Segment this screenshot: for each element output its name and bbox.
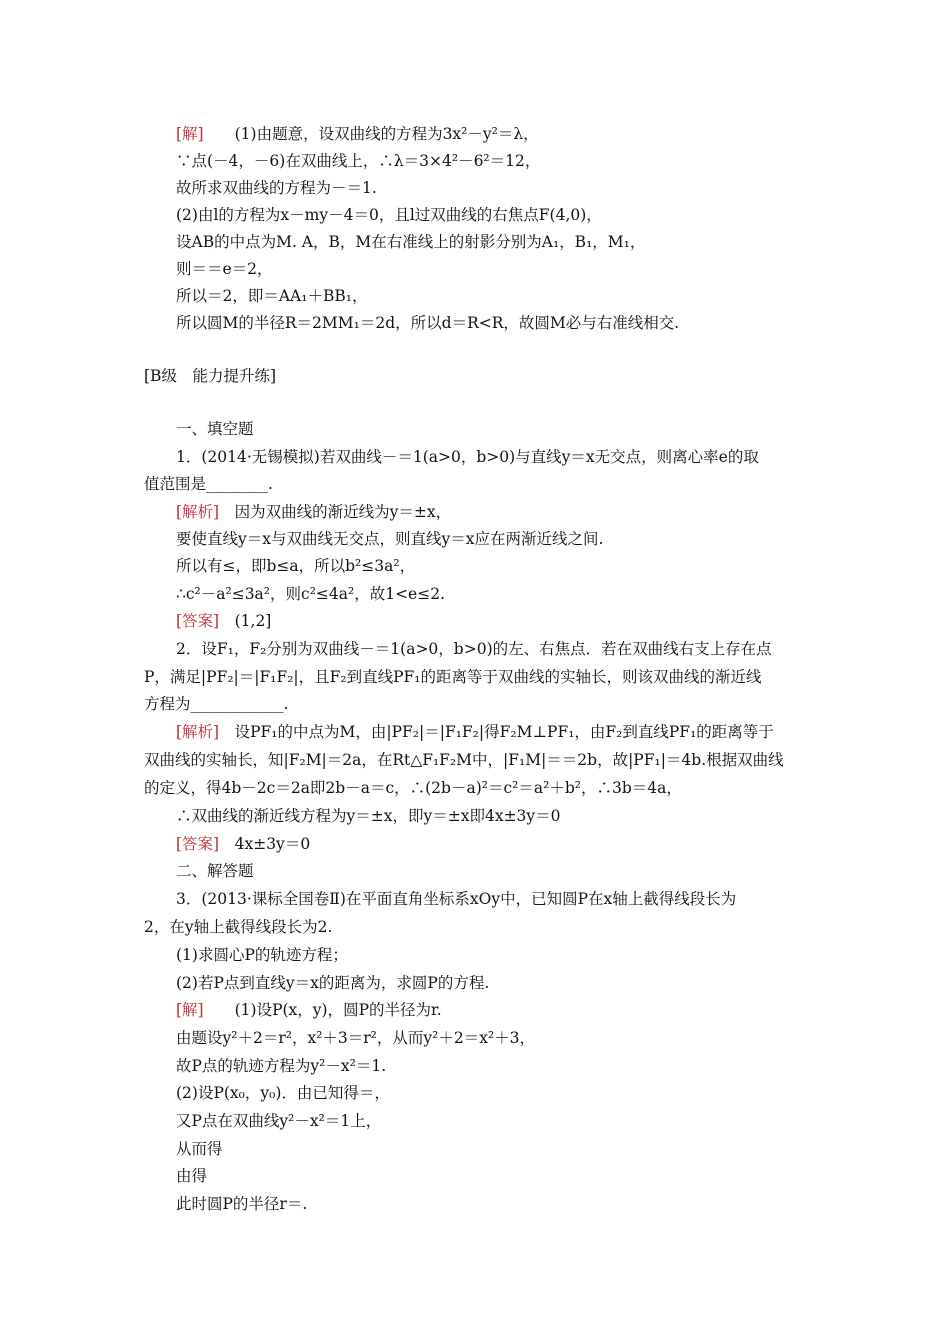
text-line: 值范围是________. <box>144 475 273 493</box>
text-line: [解析] 因为双曲线的渐近线为y＝±x， <box>176 503 452 521</box>
text-line: [解析] 设PF₁的中点为M，由|PF₂|＝|F₁F₂|得F₂M⊥PF₁，由F₂到直线PF₁的距离等于 <box>176 723 774 741</box>
text-line: 故所求双曲线的方程为－＝1. <box>176 179 377 197</box>
subsection-heading: 二、解答题 <box>176 862 254 880</box>
text-line: [答案] 4x±3y＝0 <box>176 835 311 853</box>
analysis-tag: [解析] <box>176 503 220 521</box>
text-line: (2)若P点到直线y＝x的距离为，求圆P的方程. <box>176 974 490 992</box>
text-line: 故P点的轨迹方程为y²－x²＝1. <box>176 1057 387 1075</box>
text-line: 由题设y²＋2＝r²，x²＋3＝r²，从而y²＋2＝x²＋3， <box>176 1029 536 1047</box>
section-heading: [B级 能力提升练] <box>144 367 276 385</box>
text-line: [答案] (1,2] <box>176 612 272 630</box>
text-line: (2)设P(x₀，y₀)．由已知得＝， <box>176 1084 390 1102</box>
subsection-heading: 一、填空题 <box>176 420 254 438</box>
text-line: 则＝＝e＝2， <box>176 260 273 278</box>
text-line: 的定义，得4b－2c＝2a即2b－a＝c，∴(2b－a)²＝c²＝a²＋b²，∴3b＝4a， <box>144 779 682 797</box>
text-line: 要使直线y＝x与双曲线无交点，则直线y＝x应在两渐近线之间. <box>176 530 604 548</box>
text-line: (1)求圆心P的轨迹方程； <box>176 946 348 964</box>
text-line: 设AB的中点为M. A，B，M在右准线上的射影分别为A₁，B₁，M₁， <box>176 233 646 251</box>
text-line: 方程为____________. <box>144 695 289 713</box>
text-line: 2，在y轴上截得线段长为2. <box>144 918 333 936</box>
answer-tag: [答案] <box>176 612 220 630</box>
text-line: 又P点在双曲线y²－x²＝1上， <box>176 1112 382 1130</box>
text-line: P，满足|PF₂|＝|F₁F₂|，且F₂到直线PF₁的距离等于双曲线的实轴长，则该双曲线的渐近线 <box>144 668 762 686</box>
text-line: ∵点(－4，－6)在双曲线上，∴λ＝3×4²－6²＝12， <box>176 152 541 170</box>
text-line: 此时圆P的半径r＝. <box>176 1195 308 1213</box>
text-line: 双曲线的实轴长，知|F₂M|＝2a，在Rt△F₁F₂M中，|F₁M|＝＝2b，故|PF₁|＝4b.根据双曲线 <box>144 751 784 769</box>
text-line: 1．(2014·无锡模拟)若双曲线－＝1(a>0，b>0)与直线y＝x无交点，则离心率e的取 <box>176 448 759 466</box>
solution-tag: [解] <box>176 125 204 143</box>
text-line: 所以＝2，即＝AA₁＋BB₁， <box>176 287 368 305</box>
text-line: (2)由l的方程为x－my－4＝0，且l过双曲线的右焦点F(4,0)， <box>176 206 602 224</box>
text-line: 所以有≤，即b≤a，所以b²≤3a²， <box>176 557 416 575</box>
text-line: ∴双曲线的渐近线方程为y＝±x，即y＝±x即4x±3y＝0 <box>176 807 561 825</box>
solution-tag: [解] <box>176 1001 204 1019</box>
text-line: 2．设F₁，F₂分别为双曲线－＝1(a>0，b>0)的左、右焦点．若在双曲线右支上存在点 <box>176 640 772 658</box>
text-line: 由得 <box>176 1167 208 1185</box>
text-line: 从而得 <box>176 1140 223 1158</box>
text-line: [解] (1)设P(x，y)，圆P的半径为r. <box>176 1001 442 1019</box>
text-line: ∴c²－a²≤3a²，则c²≤4a²，故1<e≤2. <box>176 585 446 603</box>
answer-tag: [答案] <box>176 835 220 853</box>
analysis-tag: [解析] <box>176 723 220 741</box>
text-line: 所以圆M的半径R＝2MM₁＝2d，所以d＝R<R，故圆M必与右准线相交. <box>176 314 680 332</box>
text-line: 3．(2013·课标全国卷Ⅱ)在平面直角坐标系xOy中，已知圆P在x轴上截得线段长为 <box>176 890 737 908</box>
text-line: [解] (1)由题意，设双曲线的方程为3x²－y²＝λ， <box>176 125 539 143</box>
